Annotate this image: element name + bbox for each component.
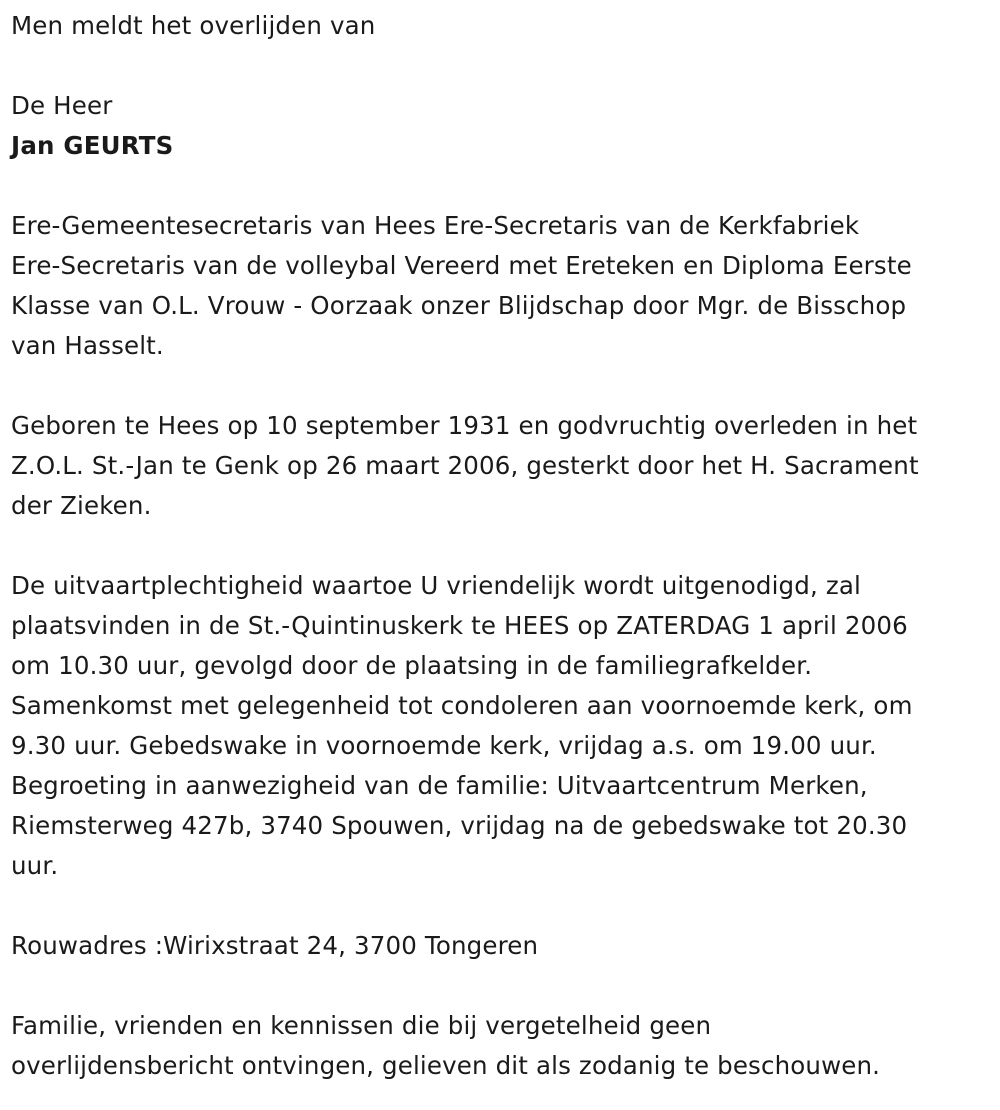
deceased-name: Jan GEURTS [11, 131, 174, 160]
spacer [11, 526, 991, 566]
mourning-address: Rouwadres :Wirixstraat 24, 3700 Tongeren [11, 931, 539, 960]
salutation: De Heer [11, 91, 113, 120]
spacer [11, 166, 991, 206]
titles-paragraph: Ere-Gemeentesecretaris van Hees Ere-Secretaris van de Kerkfabriek Ere-Secretaris van de volleybal Vereerd met Ereteken en Diploma Eerste Klasse van O.L. Vrouw - Oorzaak onzer Blijdschap door Mgr. de Bisschop van Hasselt. [11, 211, 912, 360]
intro-line: Men meldt het overlijden van [11, 11, 376, 40]
birth-death-paragraph: Geboren te Hees op 10 september 1931 en godvruchtig overleden in het Z.O.L. St.-Jan te Genk op 26 maart 2006, gesterkt door het H. Sacrament der Zieken. [11, 411, 919, 520]
spacer [11, 966, 991, 1006]
spacer [11, 886, 991, 926]
death-notice [11, 6, 991, 1086]
spacer [11, 46, 991, 86]
closing-paragraph: Familie, vrienden en kennissen die bij vergetelheid geen overlijdensbericht ontvingen, gelieven dit als zodanig te beschouwen. [11, 1011, 881, 1080]
funeral-paragraph: De uitvaartplechtigheid waartoe U vriendelijk wordt uitgenodigd, zal plaatsvinden in de St.-Quintinuskerk te HEES op ZATERDAG 1 april 2006 om 10.30 uur, gevolgd door de plaatsing in de familiegrafkelder. Samenkomst met gelegenheid tot condoleren aan voornoemde kerk, om 9.30 uur. Gebedswake in voornoemde kerk, vrijdag a.s. om 19.00 uur. Begroeting in aanwezigheid van de familie: Uitvaartcentrum Merken, Riemsterweg 427b, 3740 Spouwen, vrijdag na de gebedswake tot 20.30 uur. [11, 571, 913, 880]
spacer [11, 366, 991, 406]
